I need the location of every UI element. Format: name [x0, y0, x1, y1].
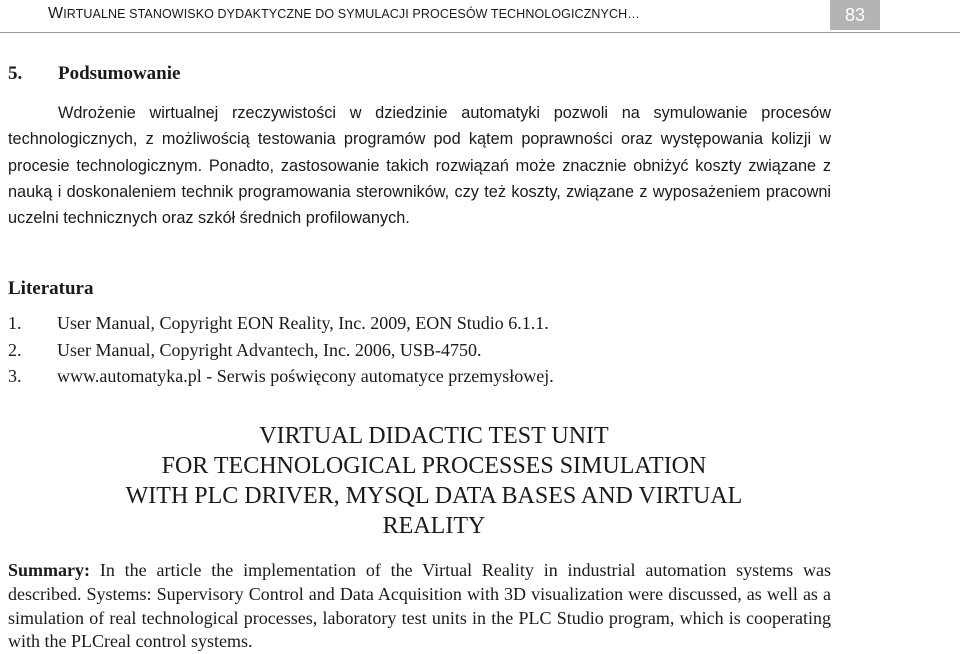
- english-title-line: REALITY: [382, 513, 486, 539]
- running-title-rest: IRTUALNE STANOWISKO DYDAKTYCZNE DO SYMULACJI PROCESÓW TECHNOLOGICZNYCH…: [63, 7, 640, 21]
- english-title: [8, 421, 860, 541]
- header-divider: [0, 32, 960, 33]
- english-title-line: VIRTUAL DIDACTIC TEST UNIT: [259, 423, 609, 449]
- reference-text: User Manual, Copyright EON Reality, Inc. 2009, EON Studio 6.1.1.: [57, 313, 549, 333]
- reference-number: 1.: [8, 313, 22, 333]
- reference-item: [8, 310, 554, 337]
- reference-number: 2.: [8, 339, 22, 360]
- section-heading: [8, 63, 180, 85]
- running-title-first-letter: W: [48, 5, 64, 22]
- reference-item: [8, 363, 554, 390]
- english-summary: [8, 559, 831, 654]
- english-title-line: WITH PLC DRIVER, MYSQL DATA BASES AND VIRTUAL: [125, 483, 743, 509]
- literature-heading: Literatura: [8, 278, 94, 299]
- section-number: 5.: [8, 63, 23, 84]
- summary-text: In the article the implementation of the Virtual Reality in industrial automation systems was described. Systems: Supervisory Control and Data Acquisition with 3D visualization were discussed, as well as a simulation of real technological processes, laboratory test units in the PLC Studio program, which is cooperating with the PLCreal control systems.: [8, 560, 831, 652]
- reference-text: User Manual, Copyright Advantech, Inc. 2006, USB-4750.: [57, 339, 482, 360]
- english-title-line: FOR TECHNOLOGICAL PROCESSES SIMULATION: [161, 453, 707, 479]
- section-title: Podsumowanie: [58, 63, 181, 84]
- reference-list: [8, 310, 554, 390]
- reference-text: www.automatyka.pl - Serwis poświęcony automatyce przemysłowej.: [57, 366, 554, 386]
- page-header: [0, 0, 960, 32]
- conclusion-paragraph: Wdrożenie wirtualnej rzeczywistości w dziedzinie automatyki pozwoli na symulowanie procesów technologicznych, z możliwością testowania programów pod kątem poprawności oraz występowania kolizji w procesie technologicznym. Ponadto, zastosowanie takich rozwiązań może znacznie obniżyć koszty związane z nauką i doskonaleniem technik programowania sterowników, czy też koszty, związane z wyposażeniem pracowni uczelni technicznych oraz szkół średnich profilowanych.: [8, 104, 831, 228]
- summary-label: Summary:: [8, 560, 90, 580]
- running-title: [48, 5, 640, 23]
- page-number: 83: [830, 0, 880, 30]
- reference-item: [8, 337, 554, 364]
- reference-number: 3.: [8, 366, 22, 386]
